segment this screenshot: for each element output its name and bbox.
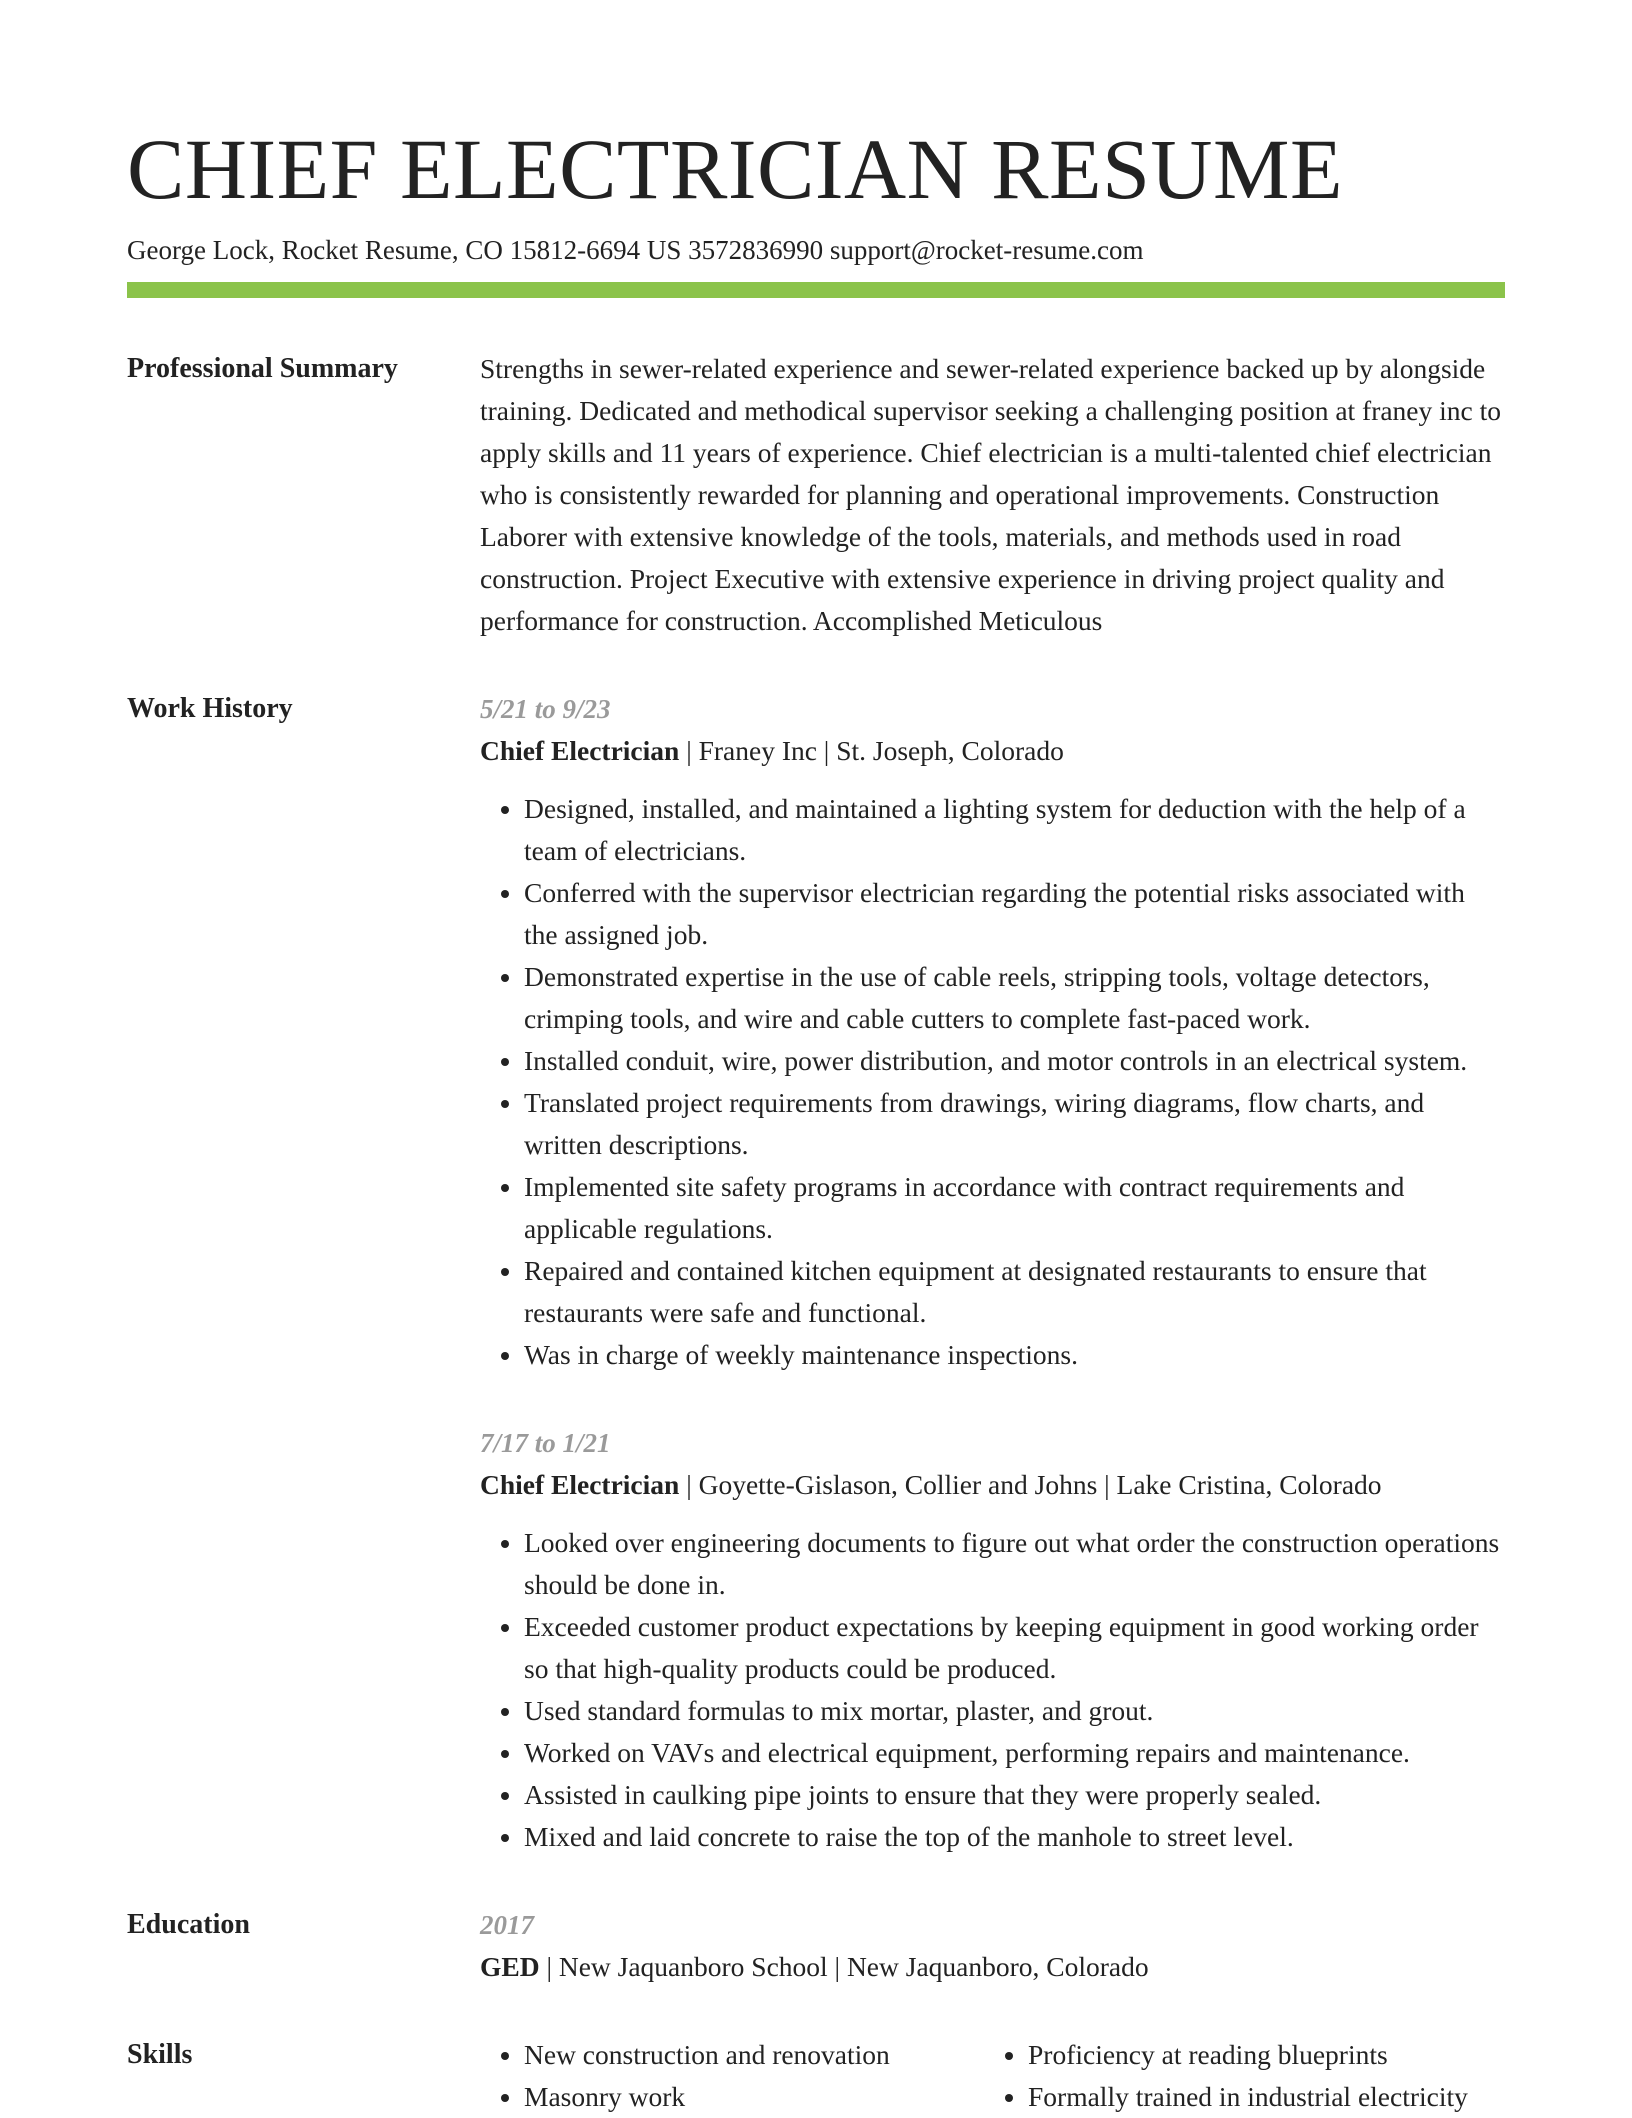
section-label-education: Education xyxy=(127,1909,250,1940)
job-bullet: • Exceeded customer product expectations by keeping equipment in good working order so that high-quality products could be produced. xyxy=(524,1606,1505,1690)
job-bullet: • Repaired and contained kitchen equipment at designated restaurants to ensure that restaurants were safe and functional. xyxy=(524,1250,1505,1334)
job-bullet: • Installed conduit, wire, power distribution, and motor controls in an electrical system. xyxy=(524,1040,1505,1082)
job-bullet: • Implemented site safety programs in accordance with contract requirements and applicable regulations. xyxy=(524,1166,1505,1250)
education-degree: GED xyxy=(480,1951,540,1982)
job-dates: 7/17 to 1/21 xyxy=(480,1428,611,1458)
job-bullet: • Worked on VAVs and electrical equipment, performing repairs and maintenance. xyxy=(524,1732,1505,1774)
skills-list-left xyxy=(480,2034,984,2118)
job-bullet: • Translated project requirements from drawings, wiring diagrams, flow charts, and written descriptions. xyxy=(524,1082,1505,1166)
job-bullet: • Demonstrated expertise in the use of cable reels, stripping tools, voltage detectors, crimping tools, and wire and cable cutters to complete fast-paced work. xyxy=(524,956,1505,1040)
contact-line: George Lock, Rocket Resume, CO 15812-6694 US 3572836990 support@rocket-resume.com xyxy=(127,235,1144,265)
job-bullet: • Designed, installed, and maintained a lighting system for deduction with the help of a team of electricians. xyxy=(524,788,1505,872)
job-bullet: • Conferred with the supervisor electrician regarding the potential risks associated with the assigned job. xyxy=(524,872,1505,956)
section-label-summary: Professional Summary xyxy=(127,353,398,384)
job-bullet: • Used standard formulas to mix mortar, plaster, and grout. xyxy=(524,1690,1505,1732)
education-details: | New Jaquanboro School | New Jaquanboro, Colorado xyxy=(539,1951,1149,1982)
job-dates: 5/21 to 9/23 xyxy=(480,694,611,724)
job-bullet: • Mixed and laid concrete to raise the top of the manhole to street level. xyxy=(524,1816,1505,1858)
work-history-body xyxy=(480,688,1505,1858)
job-bullet: • Was in charge of weekly maintenance inspections. xyxy=(524,1334,1505,1376)
job-entry xyxy=(480,688,1505,1376)
job-details: | Goyette-Gislason, Collier and Johns | Lake Cristina, Colorado xyxy=(679,1469,1382,1500)
job-heading xyxy=(480,730,1505,772)
education-section xyxy=(127,1904,1505,1988)
skills-list-right xyxy=(984,2034,1468,2118)
section-label-work-history: Work History xyxy=(127,693,293,724)
skills-section xyxy=(127,2034,1505,2118)
job-title: Chief Electrician xyxy=(480,735,680,766)
job-bullet: • Assisted in caulking pipe joints to ensure that they were properly sealed. xyxy=(524,1774,1505,1816)
skills-grid xyxy=(480,2034,1505,2118)
resume-title: CHIEF ELECTRICIAN RESUME xyxy=(127,121,1343,217)
job-details: | Franey Inc | St. Joseph, Colorado xyxy=(679,735,1064,766)
skill-item: • Masonry work xyxy=(524,2076,984,2118)
header-divider xyxy=(127,282,1505,298)
skill-item: • Proficiency at reading blueprints xyxy=(1028,2034,1468,2076)
education-year: 2017 xyxy=(480,1910,534,1940)
job-entry xyxy=(480,1422,1505,1858)
summary-section xyxy=(127,348,1505,642)
section-label-skills: Skills xyxy=(127,2039,193,2070)
job-bullets xyxy=(480,788,1505,1376)
education-heading xyxy=(480,1946,1505,1988)
job-title: Chief Electrician xyxy=(480,1469,680,1500)
summary-body xyxy=(480,348,1505,642)
skill-item: • Formally trained in industrial electricity xyxy=(1028,2076,1468,2118)
skill-item: • New construction and renovation xyxy=(524,2034,984,2076)
job-bullet: • Looked over engineering documents to figure out what order the construction operations should be done in. xyxy=(524,1522,1505,1606)
work-history-section xyxy=(127,688,1505,1858)
job-bullets xyxy=(480,1522,1505,1858)
summary-text: Strengths in sewer-related experience and sewer-related experience backed up by alongside training. Dedicated and methodical supervisor seeking a challenging position at franey inc to apply skills and 11 years of experience. Chief electrician is a multi-talented chief electrician who is consistently rewarded for planning and operational improvements. Construction Laborer with extensive knowledge of the tools, materials, and methods used in road construction. Project Executive with extensive experience in driving project quality and performance for construction. Accomplished Meticulous xyxy=(480,353,1502,636)
education-body xyxy=(480,1904,1505,1988)
skills-body xyxy=(480,2034,1505,2118)
job-heading xyxy=(480,1464,1505,1506)
